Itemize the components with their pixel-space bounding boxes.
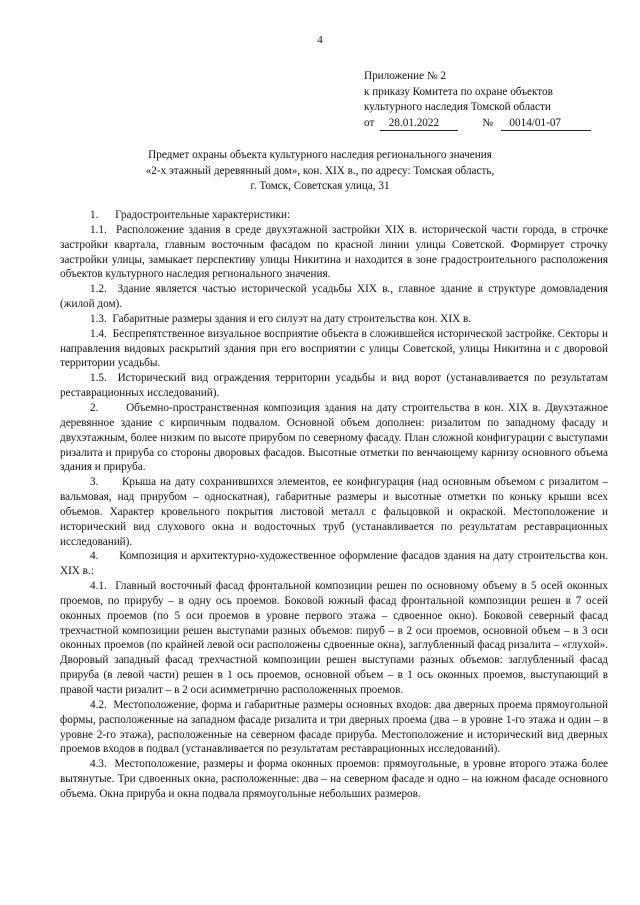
document-body	[60, 208, 608, 802]
paragraph-1-5: 1.5. Исторический вид ограждения территории усадьбы и вид ворот (устанавливается по результатам реставрационных исследований).	[60, 372, 608, 400]
paragraph-1-4: 1.4. Беспрепятственное визуальное восприятие объекта в сложившейся исторической застройке. Секторы и направления видовых раскрытий здания при его восприятии с улицы Советской, улицы Никитина и с дворовой территории усадьбы.	[60, 327, 608, 370]
appendix-order-line: к приказу Комитета по охране объектов	[364, 85, 553, 98]
number-label: №	[482, 116, 494, 129]
appendix-committee-line: культурного наследия Томской области	[364, 101, 551, 114]
appendix-title: Приложение № 2	[364, 70, 446, 82]
appendix-date-number-line	[364, 116, 609, 132]
title-line-3: г. Томск, Советская улица, 31	[250, 180, 390, 193]
paragraph-1-2: 1.2. Здание является частью исторической усадьбы XIX в., главное здание в структуре домовладения (жилой дом).	[60, 283, 608, 311]
page-number: 4	[317, 34, 323, 46]
from-label: от	[364, 116, 375, 129]
paragraph-4-1: 4.1. Главный восточный фасад фронтальной композиции решен по основному объему в 5 осей оконных проемов, по прирубу – в одну ось проемов. Боковой южный фасад фронтальной композиции решен в 7 осей оконных проемов (по 5 оси проемов в уровне первого этажа – сдвоенное окно). Боковой северный фасад трехчастной композиции решен выступами разных объемов: пируб – в 2 оси проемов, основной объем – в 3 оси оконных проемов (по крайней левой оси расположены сдвоенные окна), заглубленный фасад ризалита – «глухой». Дворовый западный фасад трехчастной композиции решен выступами разных объемов: заглубленный фасад прируба (в левой части) решен в 1 ось проемов, основной объем – в 1 ось оконных проемов, выступающий в правой части ризалит – в 2 оси асимметрично расположенных проемов.	[60, 580, 608, 696]
paragraph-4-3: 4.3. Местоположение, размеры и форма оконных проемов: прямоугольные, в уровне второго этажа более вытянутые. Три сдвоенных окна, расположенные: два – на северном фасаде и одно – на южном фасаде основного объема. Окна прируба и окна подвала прямоугольные небольших размеров.	[60, 758, 608, 800]
appendix-header	[364, 69, 609, 131]
order-date-value: 28.01.2022	[388, 116, 440, 129]
title-line-1: Предмет охраны объекта культурного наследия регионального значения	[148, 149, 492, 161]
paragraph-2: 2. Объемно-пространственная композиция здания на дату строительства в кон. XIX в. Двухэтажное деревянное здание с кирпичным подвалом. Основной объем дополнен: ризалитом по западному фасаду и двухэтажным, более низким по высоте прирубом по северному фасаду. План сложной конфигурации с выступами ризалита и прируба со стороны дворовых фасадов. Высотные отметки по венчающему карнизу основного объема здания и прируба.	[60, 401, 608, 474]
order-number-value: 0014/01-07	[509, 116, 562, 129]
paragraph-3: 3. Крыша на дату сохранившихся элементов, ее конфигурация (над основным объемом с ризалитом – вальмовая, над прирубом – односкатная), габаритные размеры и высотные отметки по коньку крыши всех объемов. Характер кровельного покрытия листовой металл с фальцовкой и окраской. Местоположение и исторический вид слухового окна и водосточных труб (устанавливается по результатам реставрационных исследований).	[60, 476, 608, 548]
order-date	[380, 117, 458, 131]
title-line-2: «2-х этажный деревянный дом», кон. XIX в., по адресу: Томская область,	[145, 164, 495, 177]
document-title	[96, 148, 544, 195]
order-number	[501, 117, 591, 131]
paragraph-4: 4. Композиция и архитектурно-художественное оформление фасадов здания на дату строительства кон. XIX в.:	[60, 550, 608, 578]
paragraph-1: 1. Градостроительные характеристики:	[90, 209, 291, 221]
paragraph-4-2: 4.2. Местоположение, форма и габаритные размеры основных входов: два дверных проема прямоугольной формы, расположенные на западном фасаде ризалита и три дверных проема (два – в уровне 1-го этажа и один – в уровне 2-го этажа), расположенные на северном фасаде прируба. Местоположение и исторический вид дверных проемов входов в подвал (устанавливается по результатам реставрационных исследований).	[60, 698, 608, 756]
paragraph-1-3: 1.3. Габаритные размеры здания и его силуэт на дату строительства кон. XIX в.	[90, 312, 472, 325]
paragraph-1-1: 1.1. Расположение здания в среде двухэтажной застройки XIX в. исторической части города, в строчке застройки квартала, главным восточным фасадом по красной линии улицы Советской. Формирует строчку застройки улицы, замыкает перспективу улицы Никитина и находится в зоне градостроительного расположения объектов культурного наследия регионального значения.	[60, 223, 608, 281]
